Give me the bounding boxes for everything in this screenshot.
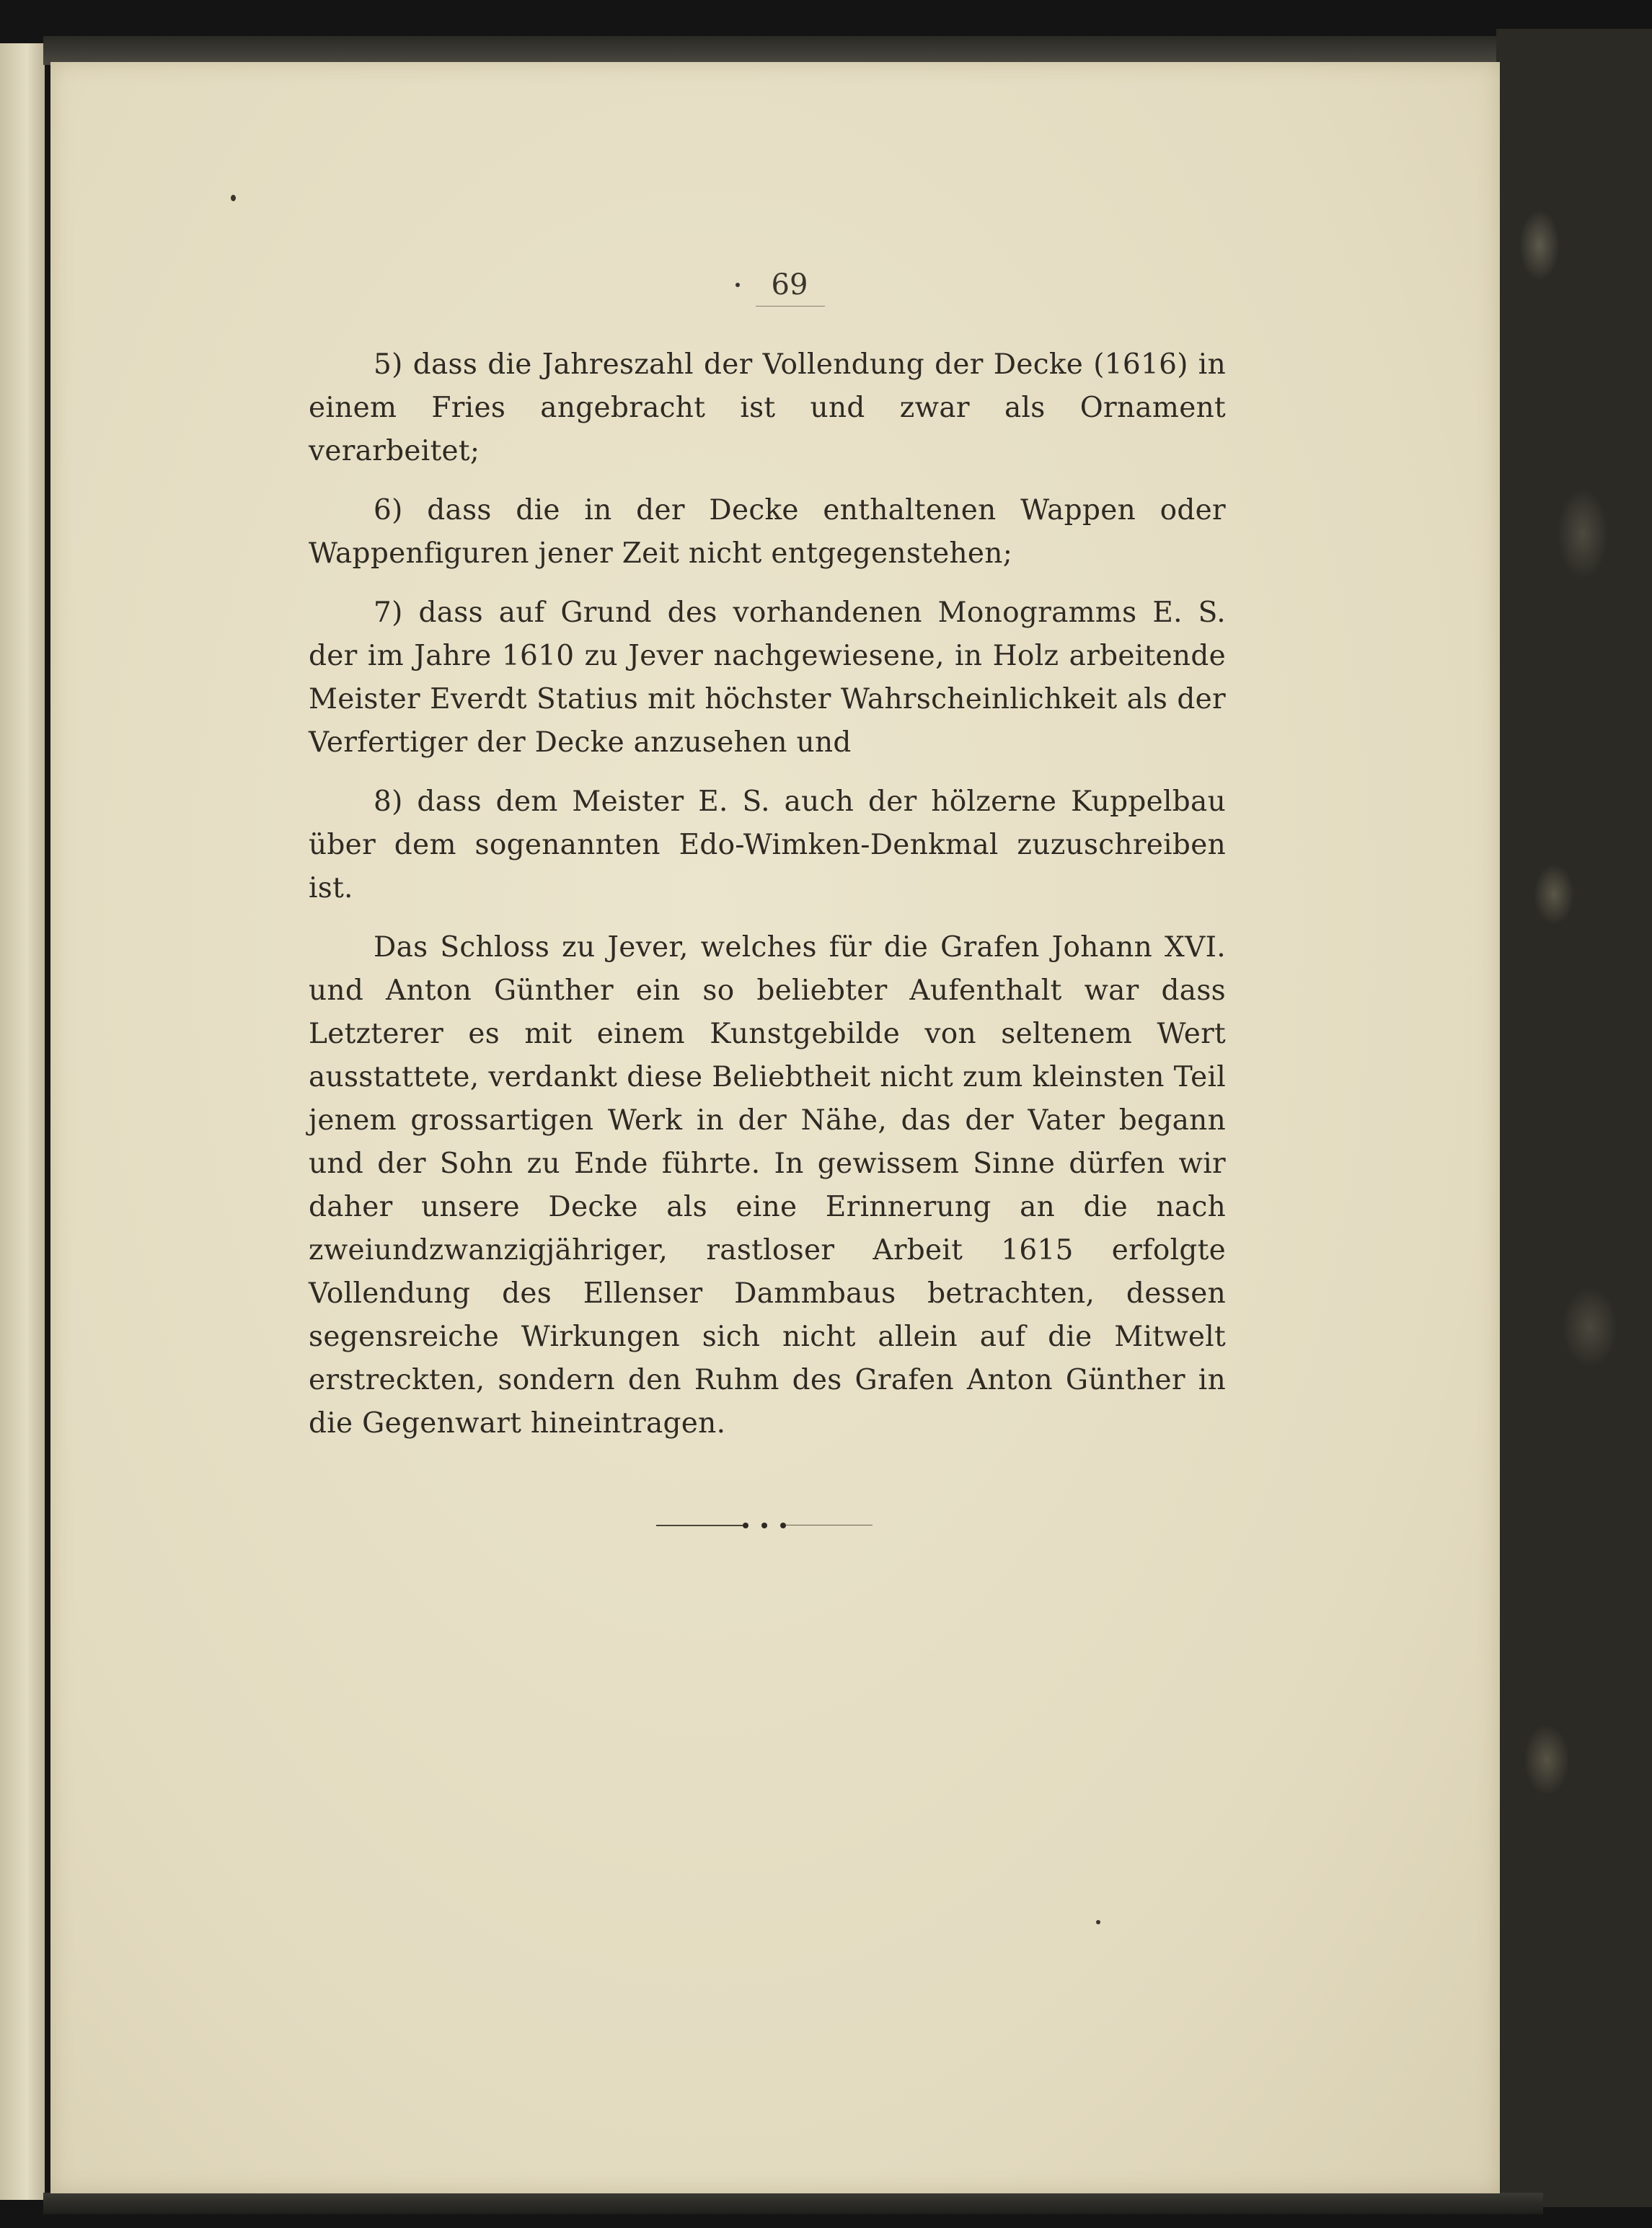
paragraph-item-7: 7) dass auf Grund des vorhandenen Monogramms E. S. der im Jahre 1610 zu Jever nachgewiesene, in Holz arbeitende Meister Everdt Statius mit höchster Wahrscheinlichkeit als der Verfertiger der Decke anzusehen und [309,596,1226,759]
paragraph-item-6: 6) dass die in der Decke enthaltenen Wappen oder Wappenfiguren jener Zeit nicht entgegenstehen; [309,494,1226,570]
paragraph-item-8: 8) dass dem Meister E. S. auch der hölzerne Kuppelbau über dem sogenannten Edo-Wimken-Denkmal zuzuschreiben ist. [309,785,1226,904]
page-number: 69 [771,268,808,301]
end-ornament-rule [656,1522,873,1529]
paragraph-item-5: 5) dass die Jahreszahl der Vollendung der Decke (1616) in einem Fries angebracht ist und zwar als Ornament verarbeitet; [309,348,1226,467]
paper-speck [231,195,236,201]
cover-top-edge [43,36,1543,65]
left-facing-page-edge [0,43,45,2200]
paragraph-schloss-jever: Das Schloss zu Jever, welches für die Grafen Johann XVI. und Anton Günther ein so beliebter Aufenthalt war dass Letzterer es mit einem Kunstgebilde von seltenem Wert ausstattete, verdankt diese Beliebtheit nicht zum kleinsten Teil jenem grossartigen Werk in der Nähe, das der Vater begann und der Sohn zu Ende führte. In gewissem Sinne dürfen wir daher unsere Decke als eine Erinnerung an die nach zweiundzwanzigjähriger, rastloser Arbeit 1615 erfolgte Vollendung des Ellenser Dammbaus betrachten, dessen segensreiche Wirkungen sich nicht allein auf die Mitwelt erstreckten, sondern den Ruhm des Grafen Anton Günther in die Gegenwart hineintragen. [309,931,1226,1440]
page-number-dot [736,283,740,287]
marbled-cover-board [1496,29,1652,2207]
cover-bottom-edge [43,2193,1543,2214]
body-text [309,343,1226,1445]
page-number-rule [756,306,825,307]
paper-speck [1096,1920,1100,1924]
